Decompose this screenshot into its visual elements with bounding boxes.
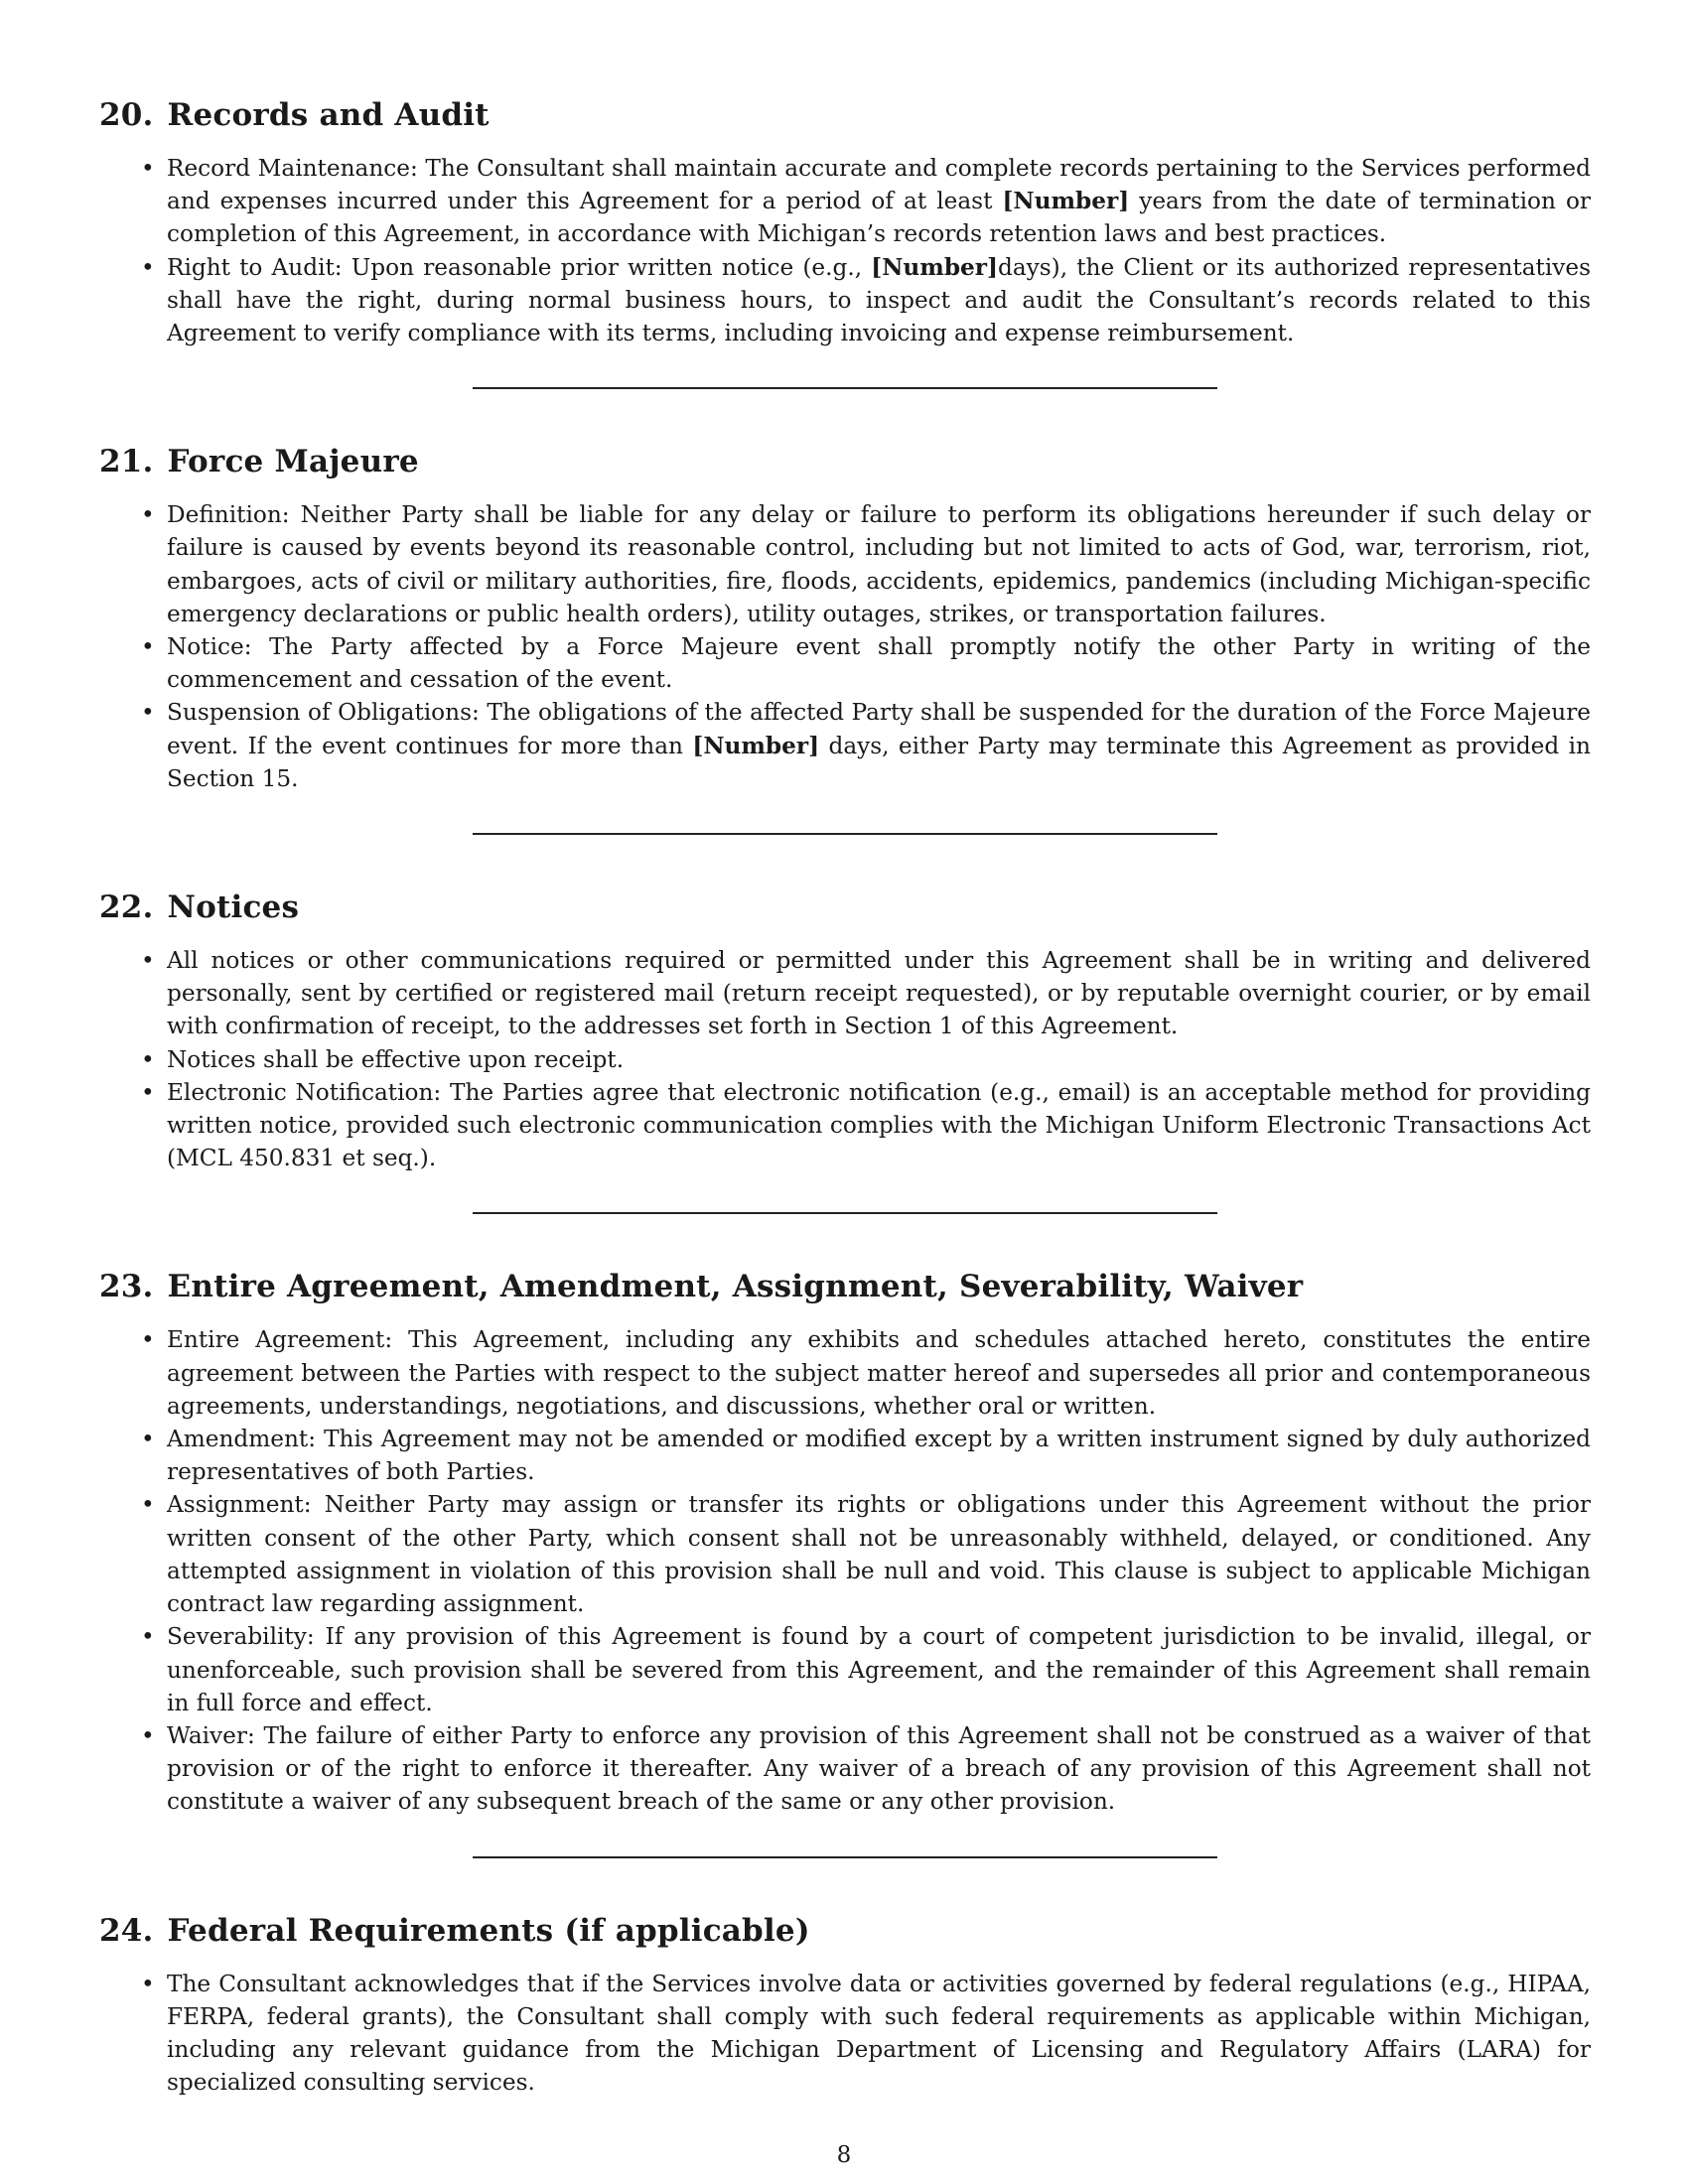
bullet-list bbox=[99, 152, 1591, 349]
list-item: • Assignment: Neither Party may assign or transfer its rights or obligations under this Agreement without the prior written consent of the other Party, which consent shall not be unreasonably withheld, delayed, or conditioned. Any attempted assignment in violation of this provision shall be null and void. This clause is subject to applicable Michigan contract law regarding assignment. bbox=[167, 1488, 1591, 1620]
list-item: • Record Maintenance: The Consultant shall maintain accurate and complete records pertaining to the Services performed and expenses incurred under this Agreement for a period of at least [Number] years from the date of termination or completion of this Agreement, in accordance with Michigan’s records retention laws and best practices. bbox=[167, 152, 1591, 251]
bullet-list bbox=[99, 1968, 1591, 2100]
section-21 bbox=[99, 441, 1591, 795]
section-23 bbox=[99, 1266, 1591, 1818]
section-20 bbox=[99, 94, 1591, 349]
list-item: • Suspension of Obligations: The obligations of the affected Party shall be suspended for the duration of the Force Majeure event. If the event continues for more than [Number] days, either Party may terminate this Agreement as provided in Section 15. bbox=[167, 696, 1591, 795]
list-item: • The Consultant acknowledges that if the Services involve data or activities governed by federal regulations (e.g., HIPAA, FERPA, federal grants), the Consultant shall comply with such federal requirements as applicable within Michigan, including any relevant guidance from the Michigan Department of Licensing and Regulatory Affairs (LARA) for specialized consulting services. bbox=[167, 1968, 1591, 2100]
list-item: • Right to Audit: Upon reasonable prior written notice (e.g., [Number]days), the Client or its authorized representatives shall have the right, during normal business hours, to inspect and audit the Consultant’s records related to this Agreement to verify compliance with its terms, including invoicing and expense reimbursement. bbox=[167, 251, 1591, 350]
list-item: • Notice: The Party affected by a Force Majeure event shall promptly notify the other Party in writing of the commencement and cessation of the event. bbox=[167, 630, 1591, 696]
list-item: • Severability: If any provision of this Agreement is found by a court of competent jurisdiction to be invalid, illegal, or unenforceable, such provision shall be severed from this Agreement, and the remainder of this Agreement shall remain in full force and effect. bbox=[167, 1620, 1591, 1719]
section-divider bbox=[473, 833, 1217, 835]
document-page bbox=[99, 94, 1591, 2099]
section-divider bbox=[473, 387, 1217, 389]
list-item: • Electronic Notification: The Parties agree that electronic notification (e.g., email) is an acceptable method for providing written notice, provided such electronic communication complies with the Michigan Uniform Electronic Transactions Act (MCL 450.831 et seq.). bbox=[167, 1076, 1591, 1175]
list-item: • Definition: Neither Party shall be liable for any delay or failure to perform its obligations hereunder if such delay or failure is caused by events beyond its reasonable control, including but not limited to acts of God, war, terrorism, riot, embargoes, acts of civil or military authorities, fire, floods, accidents, epidemics, pandemics (including Michigan-specific emergency declarations or public health orders), utility outages, strikes, or transportation failures. bbox=[167, 498, 1591, 630]
page-number: 8 bbox=[836, 2142, 852, 2168]
section-24 bbox=[99, 1910, 1591, 2100]
section-heading: 24. Federal Requirements (if applicable) bbox=[99, 1912, 810, 1949]
list-item: • Entire Agreement: This Agreement, including any exhibits and schedules attached hereto, constitutes the entire agreement between the Parties with respect to the subject matter hereof and supersedes all prior and contemporaneous agreements, understandings, negotiations, and discussions, whether oral or written. bbox=[167, 1323, 1591, 1423]
section-heading: 22. Notices bbox=[99, 889, 300, 926]
section-heading: 23. Entire Agreement, Amendment, Assignment, Severability, Waiver bbox=[99, 1269, 1304, 1305]
list-item: • Notices shall be effective upon receipt. bbox=[167, 1043, 1591, 1076]
section-heading: 20. Records and Audit bbox=[99, 97, 490, 133]
bullet-list bbox=[99, 1323, 1591, 1818]
section-22 bbox=[99, 887, 1591, 1174]
list-item: • Waiver: The failure of either Party to enforce any provision of this Agreement shall not be construed as a waiver of that provision or of the right to enforce it thereafter. Any waiver of a breach of any provision of this Agreement shall not constitute a waiver of any subsequent breach of the same or any other provision. bbox=[167, 1719, 1591, 1819]
bullet-list bbox=[99, 498, 1591, 795]
section-heading: 21. Force Majeure bbox=[99, 444, 419, 480]
list-item: • All notices or other communications required or permitted under this Agreement shall be in writing and delivered personally, sent by certified or registered mail (return receipt requested), or by reputable overnight courier, or by email with confirmation of receipt, to the addresses set forth in Section 1 of this Agreement. bbox=[167, 944, 1591, 1043]
bullet-list bbox=[99, 944, 1591, 1174]
section-divider bbox=[473, 1856, 1217, 1858]
list-item: • Amendment: This Agreement may not be amended or modified except by a written instrument signed by duly authorized representatives of both Parties. bbox=[167, 1423, 1591, 1488]
section-divider bbox=[473, 1212, 1217, 1214]
